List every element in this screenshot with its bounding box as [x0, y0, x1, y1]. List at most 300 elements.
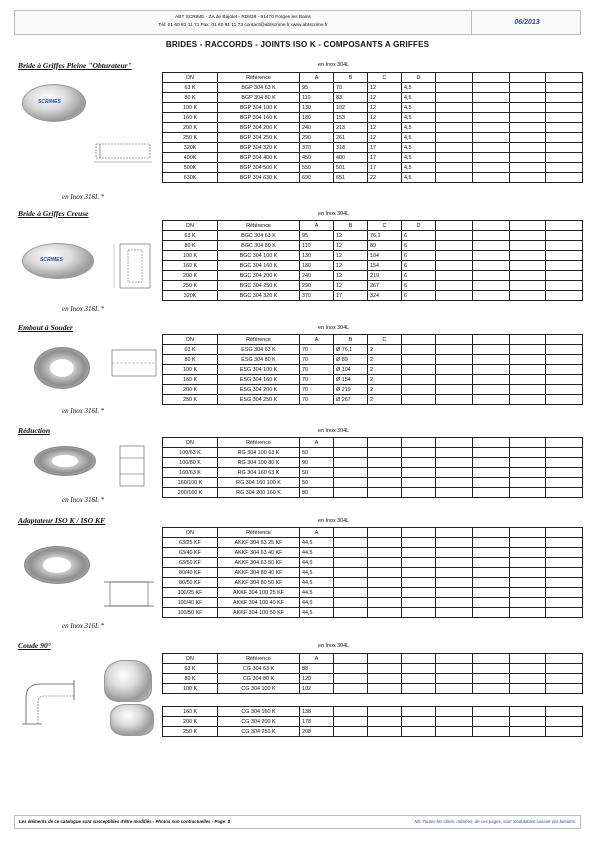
- table-cell: [546, 123, 583, 133]
- table-cell: 70: [300, 385, 334, 395]
- column-header: [436, 221, 473, 231]
- table-cell: [436, 123, 473, 133]
- table-cell: 80 K: [163, 93, 218, 103]
- table-cell: [473, 251, 510, 261]
- column-header: C: [368, 335, 402, 345]
- table-cell: 44,5: [300, 538, 334, 548]
- table-cell: [546, 717, 583, 727]
- table-cell: [546, 291, 583, 301]
- table-cell: 213: [334, 123, 368, 133]
- table-cell: [436, 684, 473, 694]
- table-cell: 100 K: [163, 103, 218, 113]
- table-cell: [546, 598, 583, 608]
- table-cell: [368, 478, 402, 488]
- table-cell: [402, 674, 436, 684]
- table-cell: [436, 271, 473, 281]
- spec-table-coude: [162, 653, 583, 694]
- column-header: [436, 438, 473, 448]
- table-cell: [473, 598, 510, 608]
- table-cell: [402, 468, 436, 478]
- column-header: [334, 528, 368, 538]
- table-cell: 200 K: [163, 385, 218, 395]
- table-cell: [436, 385, 473, 395]
- table-cell: [436, 173, 473, 183]
- table-cell: [402, 345, 436, 355]
- adaptateur-photo: [24, 546, 90, 584]
- bride-pleine-drawing: [92, 138, 156, 168]
- table-cell: [473, 291, 510, 301]
- table-cell: AKKF 304 63 40 KF: [218, 548, 300, 558]
- table-cell: [510, 608, 546, 618]
- table-cell: [402, 578, 436, 588]
- section-title-reduction: Réduction: [18, 426, 51, 435]
- table-cell: [402, 548, 436, 558]
- table-cell: 324: [368, 291, 402, 301]
- table-cell: CG 304 250 K: [218, 727, 300, 737]
- table-cell: [402, 458, 436, 468]
- table-cell: 63 K: [163, 83, 218, 93]
- table-cell: BGC 304 100 K: [218, 251, 300, 261]
- column-header: [473, 73, 510, 83]
- table-cell: 50: [300, 478, 334, 488]
- column-header: DN: [163, 654, 218, 664]
- table-cell: 17: [334, 291, 368, 301]
- table-cell: [510, 123, 546, 133]
- table-cell: BGP 304 630 K: [218, 173, 300, 183]
- table-cell: [546, 241, 583, 251]
- table-cell: [510, 345, 546, 355]
- table-cell: [334, 468, 368, 478]
- column-header: [402, 335, 436, 345]
- table-row: [163, 598, 583, 608]
- section-title-bride-creuse: Bride à Griffes Creuse: [18, 209, 89, 218]
- table-cell: 550: [300, 163, 334, 173]
- table-cell: [510, 103, 546, 113]
- table-cell: [436, 727, 473, 737]
- table-cell: 89: [368, 241, 402, 251]
- table-cell: [368, 608, 402, 618]
- table-cell: 83: [334, 93, 368, 103]
- material-label: en Inox 304L: [318, 325, 350, 331]
- table-cell: [334, 674, 368, 684]
- table-row: [163, 588, 583, 598]
- table-cell: BGP 304 160 K: [218, 113, 300, 123]
- table-cell: [436, 578, 473, 588]
- table-row: [163, 674, 583, 684]
- table-cell: 6: [402, 271, 436, 281]
- table-cell: 160 K: [163, 375, 218, 385]
- table-cell: [510, 448, 546, 458]
- table-cell: [334, 598, 368, 608]
- table-cell: [510, 365, 546, 375]
- table-cell: [436, 608, 473, 618]
- table-cell: 102: [334, 103, 368, 113]
- column-header: Référence: [218, 335, 300, 345]
- table-cell: 100/25 KF: [163, 588, 218, 598]
- table-header-row: [163, 528, 583, 538]
- table-cell: [368, 684, 402, 694]
- page-title: BRIDES - RACCORDS - JOINTS ISO K - COMPOSANTS A GRIFFES: [165, 40, 430, 49]
- column-header: [402, 654, 436, 664]
- material-label: en Inox 304L: [318, 518, 350, 524]
- table-cell: 12: [334, 261, 368, 271]
- table-cell: [473, 548, 510, 558]
- column-header: [402, 528, 436, 538]
- column-header: Référence: [218, 73, 300, 83]
- table-cell: 22: [368, 173, 402, 183]
- table-cell: [436, 251, 473, 261]
- table-cell: [473, 664, 510, 674]
- reduction-photo: [34, 446, 96, 476]
- column-header: [436, 73, 473, 83]
- table-cell: ESG 304 200 K: [218, 385, 300, 395]
- table-cell: 100 K: [163, 684, 218, 694]
- table-header-row: [163, 438, 583, 448]
- table-cell: [368, 717, 402, 727]
- table-cell: [546, 281, 583, 291]
- table-cell: [546, 578, 583, 588]
- table-cell: [510, 291, 546, 301]
- table-cell: [473, 241, 510, 251]
- table-cell: [436, 103, 473, 113]
- table-cell: [473, 271, 510, 281]
- table-cell: 153: [334, 113, 368, 123]
- table-row: [163, 261, 583, 271]
- table-cell: [436, 365, 473, 375]
- table-cell: [546, 707, 583, 717]
- table-cell: [546, 365, 583, 375]
- table-cell: 180: [300, 113, 334, 123]
- table-cell: 290: [300, 133, 334, 143]
- coude-large-photo: [110, 704, 154, 736]
- table-cell: 208: [300, 727, 334, 737]
- column-header: C: [368, 221, 402, 231]
- table-cell: 4,5: [402, 123, 436, 133]
- table-cell: 12: [368, 103, 402, 113]
- column-header: A: [300, 528, 334, 538]
- column-header: [473, 221, 510, 231]
- table-cell: [473, 558, 510, 568]
- column-header: DN: [163, 221, 218, 231]
- column-header: A: [300, 438, 334, 448]
- table-row: [163, 684, 583, 694]
- table-cell: [402, 365, 436, 375]
- table-row: [163, 133, 583, 143]
- column-header: A: [300, 335, 334, 345]
- table-cell: 44,5: [300, 558, 334, 568]
- table-cell: 501: [334, 163, 368, 173]
- table-cell: Ø 89: [334, 355, 368, 365]
- table-cell: 154: [368, 261, 402, 271]
- table-cell: 450: [300, 153, 334, 163]
- table-cell: [546, 458, 583, 468]
- table-cell: [510, 488, 546, 498]
- table-cell: RG 304 200 160 K: [218, 488, 300, 498]
- table-cell: [473, 568, 510, 578]
- table-cell: [436, 143, 473, 153]
- table-cell: [546, 93, 583, 103]
- table-cell: [510, 684, 546, 694]
- table-cell: [473, 231, 510, 241]
- table-cell: [368, 588, 402, 598]
- table-cell: [334, 448, 368, 458]
- table-cell: [546, 684, 583, 694]
- table-header-row: [163, 73, 583, 83]
- table-cell: [510, 133, 546, 143]
- table-row: [163, 123, 583, 133]
- table-cell: [510, 281, 546, 291]
- table-cell: [334, 664, 368, 674]
- table-cell: 80 K: [163, 674, 218, 684]
- table-row: [163, 355, 583, 365]
- table-cell: [510, 727, 546, 737]
- column-header: Référence: [218, 528, 300, 538]
- table-cell: [402, 588, 436, 598]
- table-row: [163, 468, 583, 478]
- table-cell: AKKF 304 100 50 KF: [218, 608, 300, 618]
- column-header: [368, 654, 402, 664]
- table-cell: 4,5: [402, 143, 436, 153]
- table-cell: [473, 375, 510, 385]
- spec-table-bride-pleine: [162, 72, 583, 183]
- table-cell: [436, 598, 473, 608]
- table-cell: CG 304 80 K: [218, 674, 300, 684]
- table-cell: BGP 304 320 K: [218, 143, 300, 153]
- embout-souder-drawing: [106, 346, 162, 380]
- inox-316l-note: en Inox 316L *: [62, 305, 105, 313]
- table-cell: BGP 304 250 K: [218, 133, 300, 143]
- table-cell: [436, 241, 473, 251]
- table-cell: [546, 548, 583, 558]
- table-cell: 130: [300, 103, 334, 113]
- table-cell: [402, 538, 436, 548]
- table-row: [163, 291, 583, 301]
- adaptateur-drawing: [100, 578, 158, 610]
- table-cell: [402, 558, 436, 568]
- table-cell: BGC 304 80 K: [218, 241, 300, 251]
- table-cell: [510, 674, 546, 684]
- table-row: [163, 608, 583, 618]
- table-row: [163, 538, 583, 548]
- table-cell: [436, 538, 473, 548]
- table-row: [163, 113, 583, 123]
- table-cell: 200/160 K: [163, 488, 218, 498]
- table-cell: [402, 355, 436, 365]
- table-cell: [436, 558, 473, 568]
- table-cell: [473, 717, 510, 727]
- table-cell: [436, 707, 473, 717]
- table-cell: [473, 133, 510, 143]
- table-cell: 200 K: [163, 717, 218, 727]
- table-cell: [546, 231, 583, 241]
- table-cell: [546, 488, 583, 498]
- table-cell: AKKF 304 80 40 KF: [218, 568, 300, 578]
- reduction-drawing: [112, 444, 152, 488]
- table-row: [163, 365, 583, 375]
- table-cell: RG 304 100 80 K: [218, 458, 300, 468]
- table-cell: [436, 355, 473, 365]
- table-cell: [510, 458, 546, 468]
- table-cell: 180: [300, 261, 334, 271]
- table-cell: 80 K: [163, 241, 218, 251]
- table-cell: 44,5: [300, 598, 334, 608]
- table-cell: [546, 395, 583, 405]
- table-cell: [402, 684, 436, 694]
- column-header: Référence: [218, 438, 300, 448]
- table-cell: 88: [300, 664, 334, 674]
- table-cell: [510, 143, 546, 153]
- table-cell: ESG 304 160 K: [218, 375, 300, 385]
- table-cell: [334, 548, 368, 558]
- column-header: A: [300, 73, 334, 83]
- table-cell: BGC 304 160 K: [218, 261, 300, 271]
- table-cell: [546, 674, 583, 684]
- table-cell: [473, 123, 510, 133]
- table-cell: 4,5: [402, 103, 436, 113]
- table-cell: 250 K: [163, 133, 218, 143]
- table-cell: [510, 83, 546, 93]
- table-cell: 400K: [163, 153, 218, 163]
- column-header: [436, 528, 473, 538]
- table-cell: 70: [300, 365, 334, 375]
- table-cell: [510, 395, 546, 405]
- table-cell: [334, 608, 368, 618]
- coude-photo: [104, 660, 152, 702]
- table-cell: 6: [402, 281, 436, 291]
- table-cell: [473, 345, 510, 355]
- table-cell: [436, 93, 473, 103]
- table-cell: 6: [402, 291, 436, 301]
- column-header: [473, 335, 510, 345]
- table-cell: [368, 674, 402, 684]
- table-cell: 70: [334, 83, 368, 93]
- table-cell: [402, 375, 436, 385]
- table-cell: [436, 113, 473, 123]
- company-contact: Tél: 01 60 81 11 71 Fax: 01 60 81 11 73 contact@abtscrime.fr www.abtscrime.fr: [158, 23, 328, 28]
- table-cell: 50: [300, 448, 334, 458]
- table-cell: [334, 538, 368, 548]
- table-row: [163, 93, 583, 103]
- table-cell: [510, 231, 546, 241]
- table-cell: [402, 717, 436, 727]
- table-cell: 690: [300, 173, 334, 183]
- table-cell: [368, 538, 402, 548]
- table-row: [163, 281, 583, 291]
- table-cell: [546, 588, 583, 598]
- table-cell: 44,5: [300, 578, 334, 588]
- column-header: [510, 438, 546, 448]
- table-cell: [510, 598, 546, 608]
- inox-316l-note: en Inox 316L *: [62, 496, 105, 504]
- table-cell: 110: [300, 93, 334, 103]
- table-cell: 320K: [163, 143, 218, 153]
- table-cell: [334, 478, 368, 488]
- table-cell: 4,5: [402, 173, 436, 183]
- table-cell: [402, 568, 436, 578]
- table-cell: [546, 271, 583, 281]
- table-cell: [510, 385, 546, 395]
- table-cell: BGC 304 63 K: [218, 231, 300, 241]
- table-row: [163, 395, 583, 405]
- table-cell: [546, 538, 583, 548]
- table-cell: 370: [300, 143, 334, 153]
- table-cell: AKKF 304 100 40 KF: [218, 598, 300, 608]
- table-cell: [436, 163, 473, 173]
- table-cell: RG 304 160 63 K: [218, 468, 300, 478]
- table-cell: [334, 684, 368, 694]
- table-cell: 6: [402, 251, 436, 261]
- table-cell: 12: [334, 251, 368, 261]
- table-cell: Ø 104: [334, 365, 368, 375]
- table-cell: 2: [368, 365, 402, 375]
- table-cell: 63 K: [163, 231, 218, 241]
- table-cell: 100/63 K: [163, 448, 218, 458]
- column-header: A: [300, 654, 334, 664]
- table-cell: [546, 251, 583, 261]
- table-row: [163, 578, 583, 588]
- table-row: [163, 707, 583, 717]
- table-cell: [368, 488, 402, 498]
- spec-table-bride-creuse: [162, 220, 583, 301]
- table-cell: 400: [334, 153, 368, 163]
- column-header: DN: [163, 73, 218, 83]
- table-cell: [546, 173, 583, 183]
- table-cell: 90: [300, 458, 334, 468]
- table-cell: [546, 133, 583, 143]
- table-cell: [546, 153, 583, 163]
- table-cell: [546, 261, 583, 271]
- table-cell: 290: [300, 281, 334, 291]
- table-cell: [334, 727, 368, 737]
- table-cell: [473, 173, 510, 183]
- table-cell: [473, 538, 510, 548]
- column-header: [368, 528, 402, 538]
- table-row: [163, 568, 583, 578]
- table-cell: [510, 588, 546, 598]
- table-cell: [334, 488, 368, 498]
- table-cell: [473, 83, 510, 93]
- table-row: [163, 448, 583, 458]
- table-row: [163, 385, 583, 395]
- column-header: [510, 73, 546, 83]
- table-cell: [473, 163, 510, 173]
- table-cell: [436, 478, 473, 488]
- table-cell: [546, 143, 583, 153]
- table-cell: [473, 103, 510, 113]
- table-cell: [436, 664, 473, 674]
- table-cell: 104: [368, 251, 402, 261]
- material-label: en Inox 304L: [318, 428, 350, 434]
- table-cell: [473, 143, 510, 153]
- table-cell: [473, 365, 510, 375]
- table-cell: [473, 684, 510, 694]
- table-cell: 76,1: [368, 231, 402, 241]
- table-row: [163, 83, 583, 93]
- table-cell: [546, 355, 583, 365]
- table-cell: 17: [368, 163, 402, 173]
- table-cell: [436, 395, 473, 405]
- table-cell: 2: [368, 375, 402, 385]
- table-cell: [546, 448, 583, 458]
- column-header: Référence: [218, 654, 300, 664]
- table-row: [163, 345, 583, 355]
- table-cell: 12: [368, 113, 402, 123]
- table-cell: [436, 468, 473, 478]
- table-cell: 63/50 KF: [163, 558, 218, 568]
- table-cell: 63 K: [163, 664, 218, 674]
- table-cell: [368, 458, 402, 468]
- table-cell: [436, 674, 473, 684]
